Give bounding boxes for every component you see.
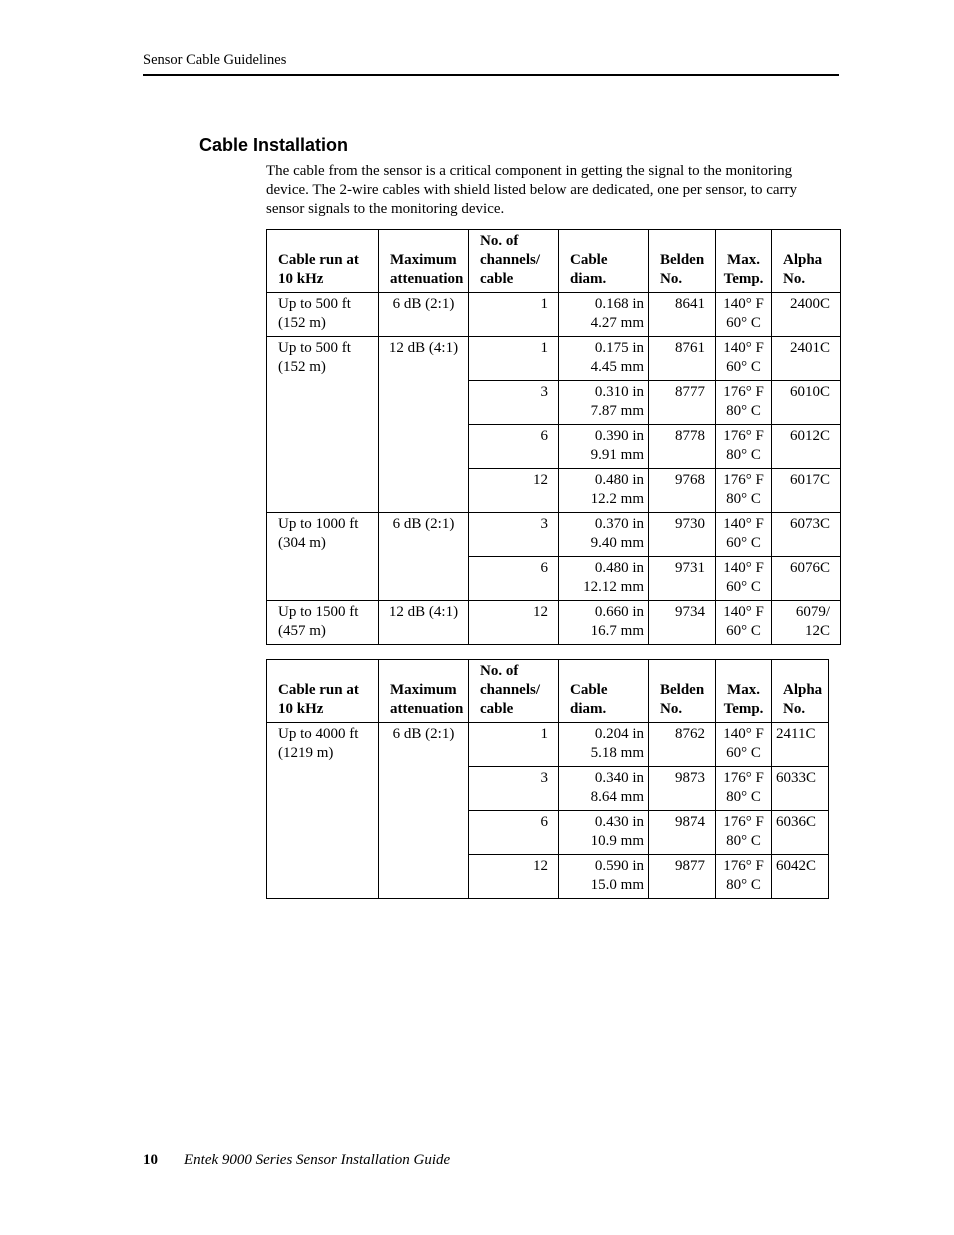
diameter-cell xyxy=(559,811,649,855)
alpha-cell xyxy=(772,469,841,513)
cell-line: 6079/ xyxy=(795,604,830,620)
cell-line: 80° C xyxy=(726,491,761,507)
column-header-alpha xyxy=(772,660,829,723)
cell-line: 12C xyxy=(804,623,830,639)
diameter-cell xyxy=(559,601,649,645)
column-header-text xyxy=(383,251,464,289)
column-header-diam xyxy=(559,230,649,293)
column-header-temp xyxy=(716,230,772,293)
temperature-cell xyxy=(716,425,772,469)
cable-run-cell xyxy=(267,337,379,513)
header-line: No. of xyxy=(480,233,519,249)
attenuation-cell: 12 dB (4:1) xyxy=(379,601,469,645)
cable-run-cell xyxy=(267,601,379,645)
cell-line: 60° C xyxy=(726,579,761,595)
belden-cell: 9734 xyxy=(649,601,716,645)
header-line: No. xyxy=(660,271,683,287)
cell-line: 6033C xyxy=(776,770,817,786)
column-header-text xyxy=(563,251,644,289)
cell-line: 8.64 mm xyxy=(590,789,644,805)
header-line: No. xyxy=(783,271,806,287)
alpha-cell xyxy=(772,723,829,767)
cell-line: 80° C xyxy=(726,447,761,463)
cell-line: 6012C xyxy=(789,428,830,444)
cell-line: 7.87 mm xyxy=(590,403,644,419)
column-header-text xyxy=(720,251,767,289)
header-line: Cable xyxy=(570,252,608,268)
channels-cell: 12 xyxy=(469,601,559,645)
column-header-text xyxy=(473,662,554,719)
header-line: Cable run at xyxy=(278,682,359,698)
attenuation-cell: 6 dB (2:1) xyxy=(379,723,469,899)
cell-line: 0.430 in xyxy=(594,814,644,830)
cell-line: Up to 500 ft xyxy=(278,340,351,356)
page-footer xyxy=(143,1152,450,1169)
cable-run-cell xyxy=(267,293,379,337)
cell-line: 140° F xyxy=(723,560,764,576)
cell-line: 15.0 mm xyxy=(590,877,644,893)
header-line: Maximum xyxy=(390,252,457,268)
alpha-cell xyxy=(772,811,829,855)
cell-line: 10.9 mm xyxy=(590,833,644,849)
cable-run-cell xyxy=(267,723,379,899)
temperature-cell xyxy=(716,723,772,767)
column-header-text xyxy=(271,251,374,289)
header-line: 10 kHz xyxy=(278,271,324,287)
column-header-belden xyxy=(649,230,716,293)
diameter-cell xyxy=(559,469,649,513)
cell-line: 60° C xyxy=(726,315,761,331)
footer-title: Entek 9000 Series Sensor Installation Guide xyxy=(184,1152,451,1168)
cell-line: 16.7 mm xyxy=(590,623,644,639)
cell-line: 60° C xyxy=(726,535,761,551)
column-header-text xyxy=(473,232,554,289)
cell-line: 60° C xyxy=(726,359,761,375)
cell-line: 4.27 mm xyxy=(590,315,644,331)
temperature-cell xyxy=(716,855,772,899)
diameter-cell xyxy=(559,425,649,469)
cell-line: 9.91 mm xyxy=(590,447,644,463)
cell-line: 0.660 in xyxy=(594,604,644,620)
column-header-run xyxy=(267,230,379,293)
cell-line: 0.480 in xyxy=(594,560,644,576)
cell-line: 2401C xyxy=(789,340,830,356)
page-number: 10 xyxy=(143,1152,158,1168)
cell-line: 6036C xyxy=(776,814,817,830)
header-line: Cable xyxy=(570,682,608,698)
header-line: Belden xyxy=(660,252,705,268)
belden-cell: 9731 xyxy=(649,557,716,601)
alpha-cell xyxy=(772,601,841,645)
header-line: Maximum xyxy=(390,682,457,698)
cell-line: Up to 4000 ft xyxy=(278,726,359,742)
header-line: No. xyxy=(783,701,806,717)
belden-cell: 8777 xyxy=(649,381,716,425)
channels-cell: 3 xyxy=(469,381,559,425)
cell-line: 0.168 in xyxy=(594,296,644,312)
header-line: cable xyxy=(480,701,514,717)
cell-line: 6010C xyxy=(789,384,830,400)
diameter-cell xyxy=(559,381,649,425)
cell-line: 0.370 in xyxy=(594,516,644,532)
cell-line: 140° F xyxy=(723,340,764,356)
cell-line: 0.340 in xyxy=(594,770,644,786)
header-line: diam. xyxy=(570,271,607,287)
column-header-text xyxy=(563,681,644,719)
belden-cell: 9877 xyxy=(649,855,716,899)
alpha-cell xyxy=(772,381,841,425)
belden-cell: 9874 xyxy=(649,811,716,855)
belden-cell: 8778 xyxy=(649,425,716,469)
channels-cell: 12 xyxy=(469,855,559,899)
cell-line: 140° F xyxy=(723,604,764,620)
cell-line: Up to 1500 ft xyxy=(278,604,359,620)
channels-cell: 1 xyxy=(469,337,559,381)
cell-line: 0.390 in xyxy=(594,428,644,444)
cell-line: (152 m) xyxy=(278,315,326,331)
channels-cell: 6 xyxy=(469,557,559,601)
column-header-temp xyxy=(716,660,772,723)
belden-cell: 8761 xyxy=(649,337,716,381)
column-header-text xyxy=(653,251,711,289)
cell-line: 80° C xyxy=(726,833,761,849)
channels-cell: 3 xyxy=(469,767,559,811)
header-row xyxy=(267,230,841,293)
cell-line: 80° C xyxy=(726,789,761,805)
cell-line: 176° F xyxy=(723,472,764,488)
running-header: Sensor Cable Guidelines xyxy=(143,52,287,68)
diameter-cell xyxy=(559,723,649,767)
diameter-cell xyxy=(559,767,649,811)
cable-run-cell xyxy=(267,513,379,601)
column-header-channels xyxy=(469,230,559,293)
column-header-text xyxy=(383,681,464,719)
cell-line: 140° F xyxy=(723,296,764,312)
cable-table-2 xyxy=(266,659,829,899)
attenuation-cell: 6 dB (2:1) xyxy=(379,513,469,601)
temperature-cell xyxy=(716,381,772,425)
belden-cell: 9768 xyxy=(649,469,716,513)
table-row xyxy=(267,601,841,645)
column-header-channels xyxy=(469,660,559,723)
table-row xyxy=(267,723,829,767)
alpha-cell xyxy=(772,293,841,337)
cell-line: 2411C xyxy=(776,726,816,742)
column-header-alpha xyxy=(772,230,841,293)
cell-line: 4.45 mm xyxy=(590,359,644,375)
cell-line: 176° F xyxy=(723,814,764,830)
cell-line: (1219 m) xyxy=(278,745,334,761)
header-row xyxy=(267,660,829,723)
table-row xyxy=(267,337,841,381)
temperature-cell xyxy=(716,293,772,337)
alpha-cell xyxy=(772,425,841,469)
header-line: Temp. xyxy=(723,271,764,287)
diameter-cell xyxy=(559,513,649,557)
temperature-cell xyxy=(716,469,772,513)
cell-line: 9.40 mm xyxy=(590,535,644,551)
channels-cell: 6 xyxy=(469,425,559,469)
cell-line: 0.590 in xyxy=(594,858,644,874)
header-line: Max. xyxy=(727,252,760,268)
cell-line: 176° F xyxy=(723,858,764,874)
cell-line: 60° C xyxy=(726,623,761,639)
cell-line: 140° F xyxy=(723,516,764,532)
diameter-cell xyxy=(559,855,649,899)
column-header-run xyxy=(267,660,379,723)
cable-table-1 xyxy=(266,229,841,645)
channels-cell: 12 xyxy=(469,469,559,513)
column-header-atten xyxy=(379,660,469,723)
channels-cell: 3 xyxy=(469,513,559,557)
section-title: Cable Installation xyxy=(199,135,349,155)
channels-cell: 1 xyxy=(469,293,559,337)
attenuation-cell: 6 dB (2:1) xyxy=(379,293,469,337)
temperature-cell xyxy=(716,601,772,645)
header-line: Cable run at xyxy=(278,252,359,268)
header-line: cable xyxy=(480,271,514,287)
cell-line: 6042C xyxy=(776,858,817,874)
cell-line: 12.12 mm xyxy=(583,579,644,595)
temperature-cell xyxy=(716,337,772,381)
cell-line: Up to 1000 ft xyxy=(278,516,359,532)
header-line: attenuation xyxy=(390,701,464,717)
alpha-cell xyxy=(772,557,841,601)
cell-line: 6076C xyxy=(789,560,830,576)
header-line: channels/ xyxy=(480,252,541,268)
temperature-cell xyxy=(716,557,772,601)
alpha-cell xyxy=(772,767,829,811)
diameter-cell xyxy=(559,557,649,601)
temperature-cell xyxy=(716,811,772,855)
header-line: Alpha xyxy=(783,252,823,268)
table-row xyxy=(267,293,841,337)
cell-line: 6073C xyxy=(789,516,830,532)
channels-cell: 6 xyxy=(469,811,559,855)
header-line: attenuation xyxy=(390,271,464,287)
cell-line: 0.480 in xyxy=(594,472,644,488)
column-header-diam xyxy=(559,660,649,723)
column-header-text xyxy=(776,251,836,289)
alpha-cell xyxy=(772,337,841,381)
cell-line: 80° C xyxy=(726,403,761,419)
alpha-cell xyxy=(772,855,829,899)
cell-line: 0.204 in xyxy=(594,726,644,742)
cell-line: 60° C xyxy=(726,745,761,761)
column-header-belden xyxy=(649,660,716,723)
column-header-text xyxy=(776,681,824,719)
diameter-cell xyxy=(559,337,649,381)
cell-line: (457 m) xyxy=(278,623,326,639)
cell-line: 5.18 mm xyxy=(590,745,644,761)
header-line: No. of xyxy=(480,663,519,679)
header-line: Belden xyxy=(660,682,705,698)
channels-cell: 1 xyxy=(469,723,559,767)
diameter-cell xyxy=(559,293,649,337)
table-row xyxy=(267,513,841,557)
header-line: Alpha xyxy=(783,682,823,698)
attenuation-cell: 12 dB (4:1) xyxy=(379,337,469,513)
cell-line: 176° F xyxy=(723,770,764,786)
cell-line: (152 m) xyxy=(278,359,326,375)
alpha-cell xyxy=(772,513,841,557)
cell-line: 0.310 in xyxy=(594,384,644,400)
belden-cell: 8641 xyxy=(649,293,716,337)
belden-cell: 9873 xyxy=(649,767,716,811)
header-line: No. xyxy=(660,701,683,717)
column-header-text xyxy=(271,681,374,719)
cell-line: 0.175 in xyxy=(594,340,644,356)
header-line: diam. xyxy=(570,701,607,717)
cell-line: Up to 500 ft xyxy=(278,296,351,312)
cell-line: 140° F xyxy=(723,726,764,742)
header-line: Max. xyxy=(727,682,760,698)
column-header-text xyxy=(720,681,767,719)
cell-line: 6017C xyxy=(789,472,830,488)
cell-line: 176° F xyxy=(723,428,764,444)
column-header-atten xyxy=(379,230,469,293)
intro-paragraph: The cable from the sensor is a critical component in getting the signal to the monitoring device. The 2-wire cables with shield listed below are dedicated, one per sensor, to carry sensor signals to the monitoring device. xyxy=(266,163,798,217)
cell-line: (304 m) xyxy=(278,535,326,551)
cell-line: 80° C xyxy=(726,877,761,893)
temperature-cell xyxy=(716,513,772,557)
header-rule xyxy=(143,74,839,76)
cell-line: 176° F xyxy=(723,384,764,400)
header-line: channels/ xyxy=(480,682,541,698)
header-line: Temp. xyxy=(723,701,764,717)
column-header-text xyxy=(653,681,711,719)
cell-line: 2400C xyxy=(789,296,830,312)
belden-cell: 8762 xyxy=(649,723,716,767)
temperature-cell xyxy=(716,767,772,811)
header-line: 10 kHz xyxy=(278,701,324,717)
belden-cell: 9730 xyxy=(649,513,716,557)
cell-line: 12.2 mm xyxy=(590,491,644,507)
